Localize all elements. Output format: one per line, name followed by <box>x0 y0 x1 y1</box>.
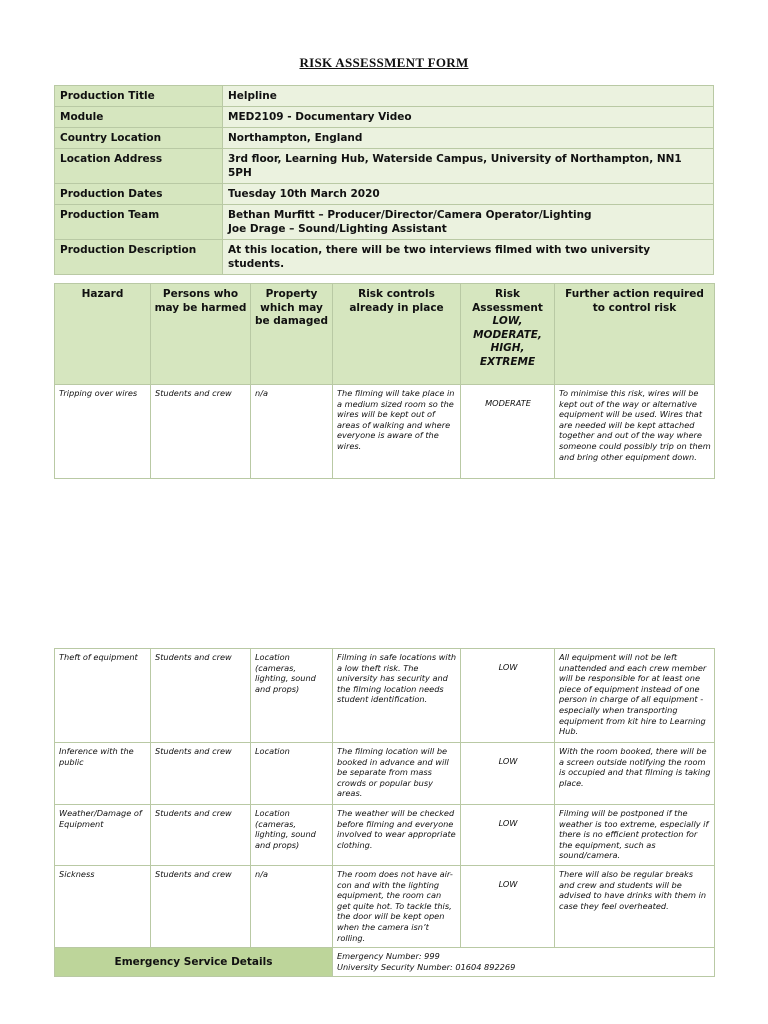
info-label: Country Location <box>55 128 223 149</box>
persons-cell: Students and crew <box>151 649 251 743</box>
property-cell: Location (cameras, lighting, sound and props) <box>251 805 333 866</box>
assessment-cell: LOW <box>461 805 555 866</box>
info-label: Production Team <box>55 205 223 240</box>
info-row <box>55 86 714 107</box>
persons-cell: Students and crew <box>151 866 251 948</box>
assessment-cell: MODERATE <box>461 385 555 479</box>
persons-cell: Students and crew <box>151 805 251 866</box>
hazard-cell: Tripping over wires <box>55 385 151 479</box>
emergency-label: Emergency Service Details <box>55 948 333 977</box>
controls-cell: The room does not have air-con and with the lighting equipment, the room can get quite hot. To tackle this, the door will be kept open when the camera isn’t rolling. <box>333 866 461 948</box>
hazard-cell: Theft of equipment <box>55 649 151 743</box>
info-label: Production Dates <box>55 184 223 205</box>
info-label: Production Description <box>55 240 223 275</box>
property-cell: n/a <box>251 866 333 948</box>
risk-row <box>55 385 715 479</box>
header-controls: Risk controls already in place <box>333 284 461 385</box>
assessment-cell: LOW <box>461 649 555 743</box>
team-member-line: Joe Drage – Sound/Lighting Assistant <box>228 223 447 235</box>
info-row <box>55 205 714 240</box>
property-cell: n/a <box>251 385 333 479</box>
form-title: RISK ASSESSMENT FORM <box>299 55 469 70</box>
info-value: Northampton, England <box>223 128 714 149</box>
info-value <box>223 205 714 240</box>
info-row <box>55 149 714 184</box>
emergency-number: Emergency Number: 999 <box>337 951 440 962</box>
emergency-numbers <box>333 948 715 977</box>
risk-row <box>55 743 715 805</box>
risk-row <box>55 805 715 866</box>
info-row <box>55 184 714 205</box>
header-assessment-label: Risk Assessment <box>472 288 543 314</box>
hazard-cell: Inference with the public <box>55 743 151 805</box>
persons-cell: Students and crew <box>151 743 251 805</box>
risk-table-part-2 <box>54 648 715 977</box>
risk-table-part-1 <box>54 283 715 479</box>
info-value: Tuesday 10th March 2020 <box>223 184 714 205</box>
header-persons: Persons who may be harmed <box>151 284 251 385</box>
info-label: Module <box>55 107 223 128</box>
header-property: Property which may be damaged <box>251 284 333 385</box>
hazard-cell: Weather/Damage of Equipment <box>55 805 151 866</box>
controls-cell: The weather will be checked before filming and everyone involved to wear appropriate clothing. <box>333 805 461 866</box>
info-label: Production Title <box>55 86 223 107</box>
info-value: At this location, there will be two interviews filmed with two university students. <box>223 240 714 275</box>
info-row <box>55 107 714 128</box>
info-label: Location Address <box>55 149 223 184</box>
info-row <box>55 128 714 149</box>
header-hazard: Hazard <box>55 284 151 385</box>
team-member-line: Bethan Murfitt – Producer/Director/Camera Operator/Lighting <box>228 209 592 221</box>
further-action-cell: With the room booked, there will be a screen outside notifying the room is occupied and that filming is taking place. <box>555 743 715 805</box>
further-action-cell: To minimise this risk, wires will be kept out of the way or alternative equipment will be used. Wires that are needed will be kept attached together and out of the way where someone could possibly trip on them and bring other equipment down. <box>555 385 715 479</box>
info-value: MED2109 - Documentary Video <box>223 107 714 128</box>
property-cell: Location <box>251 743 333 805</box>
header-assessment <box>461 284 555 385</box>
info-row <box>55 240 714 275</box>
header-further-action: Further action required to control risk <box>555 284 715 385</box>
risk-row <box>55 649 715 743</box>
production-info-table <box>54 85 714 275</box>
controls-cell: The filming location will be booked in advance and will be separate from mass crowds or popular busy areas. <box>333 743 461 805</box>
controls-cell: Filming in safe locations with a low theft risk. The university has security and the filming location needs student identification. <box>333 649 461 743</box>
info-value: Helpline <box>223 86 714 107</box>
further-action-cell: Filming will be postponed if the weather is too extreme, especially if there is no efficient protection for the equipment, such as sound/camera. <box>555 805 715 866</box>
assessment-cell: LOW <box>461 743 555 805</box>
further-action-cell: All equipment will not be left unattended and each crew member will be responsible for at least one piece of equipment instead of one person in charge of all equipment - especially when transporting equipment from kit hire to Learning Hub. <box>555 649 715 743</box>
further-action-cell: There will also be regular breaks and crew and students will be advised to have drinks with them in case they feel overheated. <box>555 866 715 948</box>
university-security-number: University Security Number: 01604 892269 <box>337 961 516 972</box>
assessment-cell: LOW <box>461 866 555 948</box>
persons-cell: Students and crew <box>151 385 251 479</box>
controls-cell: The filming will take place in a medium sized room so the wires will be kept out of areas of walking and where everyone is aware of the wires. <box>333 385 461 479</box>
risk-header-row <box>55 284 715 385</box>
header-assessment-levels: LOW, MODERATE, HIGH, EXTREME <box>473 315 542 368</box>
info-value: 3rd floor, Learning Hub, Waterside Campus, University of Northampton, NN1 5PH <box>223 149 714 184</box>
emergency-row <box>55 948 715 977</box>
property-cell: Location (cameras, lighting, sound and props) <box>251 649 333 743</box>
hazard-cell: Sickness <box>55 866 151 948</box>
risk-row <box>55 866 715 948</box>
